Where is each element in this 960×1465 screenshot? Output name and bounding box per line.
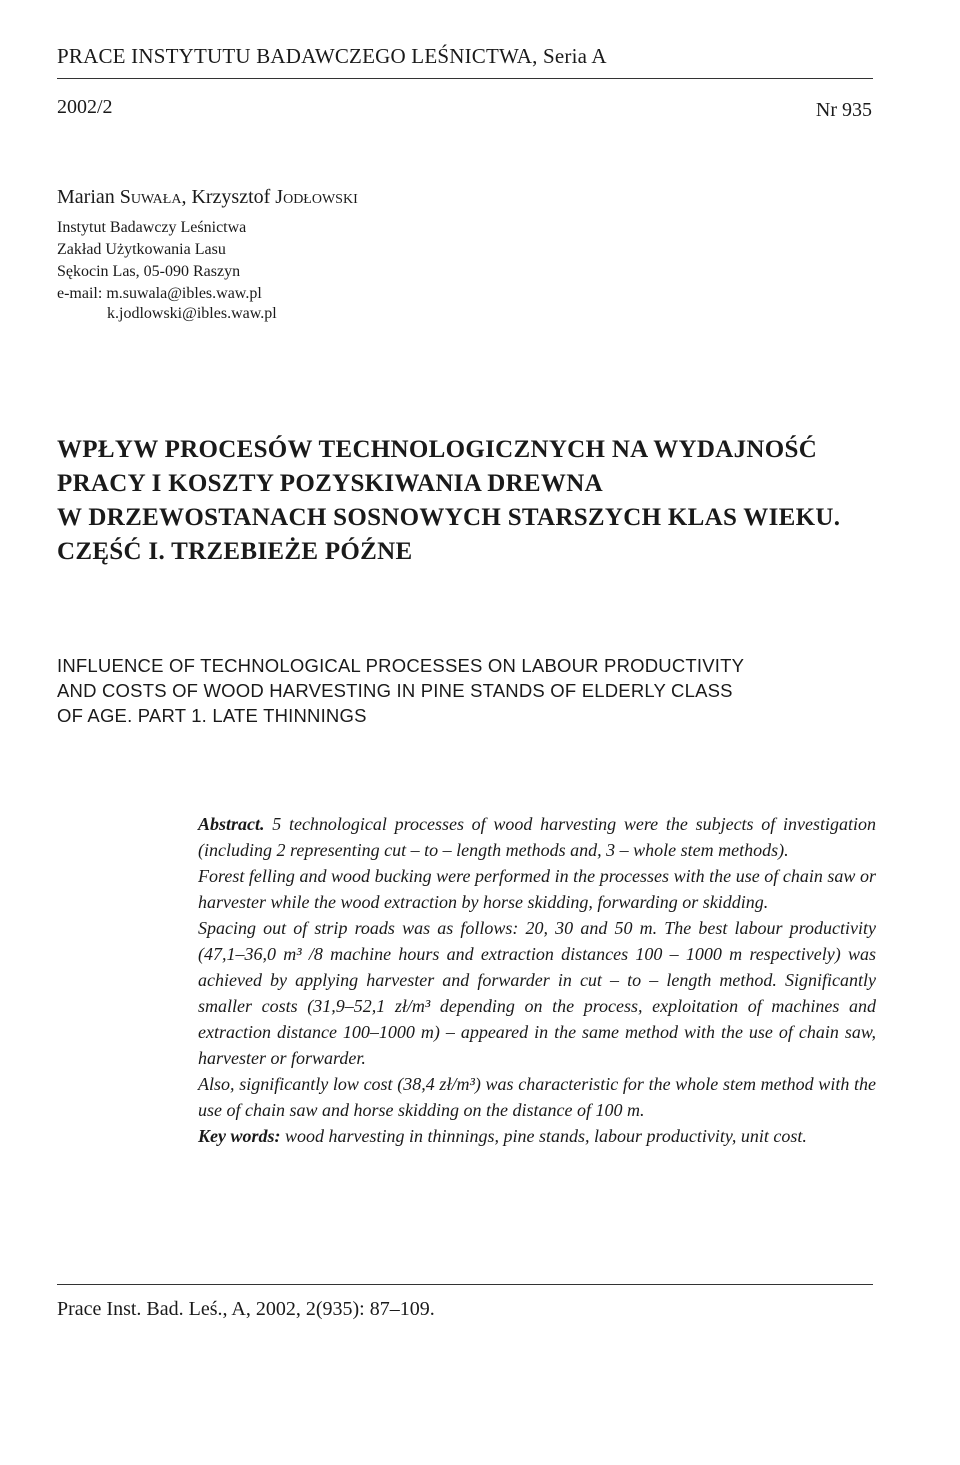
- author-given-2: , Krzysztof: [181, 186, 276, 208]
- title-polish-line: PRACY I KOSZTY POZYSKIWANIA DREWNA: [57, 470, 603, 497]
- abstract-text-1: 5 technological processes of wood harvesting were the subjects of investigation (including 2 representing cut – to – length methods and, 3 – whole stem methods).: [198, 814, 876, 860]
- issue-number: 2002/2: [57, 96, 113, 118]
- abstract-paragraph-4: Also, significantly low cost (38,4 zł/m³) was characteristic for the whole stem method with the use of chain saw and horse skidding on the distance of 100 m.: [198, 1074, 876, 1120]
- journal-title: PRACE INSTYTUTU BADAWCZEGO LEŚNICTWA, Seria A: [57, 44, 607, 68]
- author-given-1: Marian: [57, 186, 120, 208]
- title-polish-line: W DRZEWOSTANACH SOSNOWYCH STARSZYCH KLAS WIEKU.: [57, 504, 841, 531]
- footer-rule: [57, 1284, 873, 1285]
- affiliation-department: Zakład Użytkowania Lasu: [57, 241, 226, 258]
- affiliation-institute: Instytut Badawczy Leśnictwa: [57, 219, 247, 236]
- affiliation-email-1: e-mail: m.suwala@ibles.waw.pl: [57, 285, 262, 302]
- author-surname-2: Jodłowski: [275, 186, 358, 208]
- author-surname-1: Suwała: [119, 186, 182, 208]
- paper-number: Nr 935: [815, 99, 872, 121]
- title-polish-line: CZĘŚĆ I. TRZEBIEŻE PÓŹNE: [57, 538, 413, 565]
- abstract-paragraph-1: [198, 811, 876, 863]
- abstract-paragraph-3: Spacing out of strip roads was as follows: 20, 30 and 50 m. The best labour productivity (47,1–36,0 m³ /8 machine hours and extraction distances 100 – 1000 m respectively) was achieved by applying harvester and forwarder in cut – to – length method. Significantly smaller costs (31,9–52,1 zł/m³ depending on the process, exploitation of machines and extraction distance 100–1000 m) – appeared in the same method with the use of chain saw, harvester or forwarder.: [198, 918, 876, 1068]
- header-rule: [57, 78, 873, 79]
- title-english-line: AND COSTS OF WOOD HARVESTING IN PINE STANDS OF ELDERLY CLASS: [57, 680, 733, 701]
- title-english-line: OF AGE. PART 1. LATE THINNINGS: [57, 705, 367, 726]
- title-english-line: INFLUENCE OF TECHNOLOGICAL PROCESSES ON LABOUR PRODUCTIVITY: [57, 655, 745, 676]
- affiliation: [57, 217, 262, 305]
- affiliation-address: Sękocin Las, 05-090 Raszyn: [57, 263, 241, 280]
- keywords-text: wood harvesting in thinnings, pine stands, labour productivity, unit cost.: [280, 1126, 807, 1146]
- abstract-label: Abstract.: [198, 814, 265, 834]
- title-english: [57, 653, 877, 728]
- keywords: [198, 1123, 876, 1149]
- abstract-paragraph-2: Forest felling and wood bucking were performed in the processes with the use of chain saw or harvester while the wood extraction by horse skidding, forwarding or skidding.: [198, 866, 876, 912]
- title-polish-line: WPŁYW PROCESÓW TECHNOLOGICZNYCH NA WYDAJNOŚĆ: [57, 436, 818, 463]
- citation: Prace Inst. Bad. Leś., A, 2002, 2(935): 87–109.: [57, 1298, 435, 1320]
- title-polish: [57, 433, 887, 569]
- abstract: [198, 811, 876, 1149]
- authors: [57, 186, 358, 209]
- keywords-label: Key words:: [198, 1126, 281, 1146]
- affiliation-email-2: k.jodlowski@ibles.waw.pl: [107, 305, 277, 322]
